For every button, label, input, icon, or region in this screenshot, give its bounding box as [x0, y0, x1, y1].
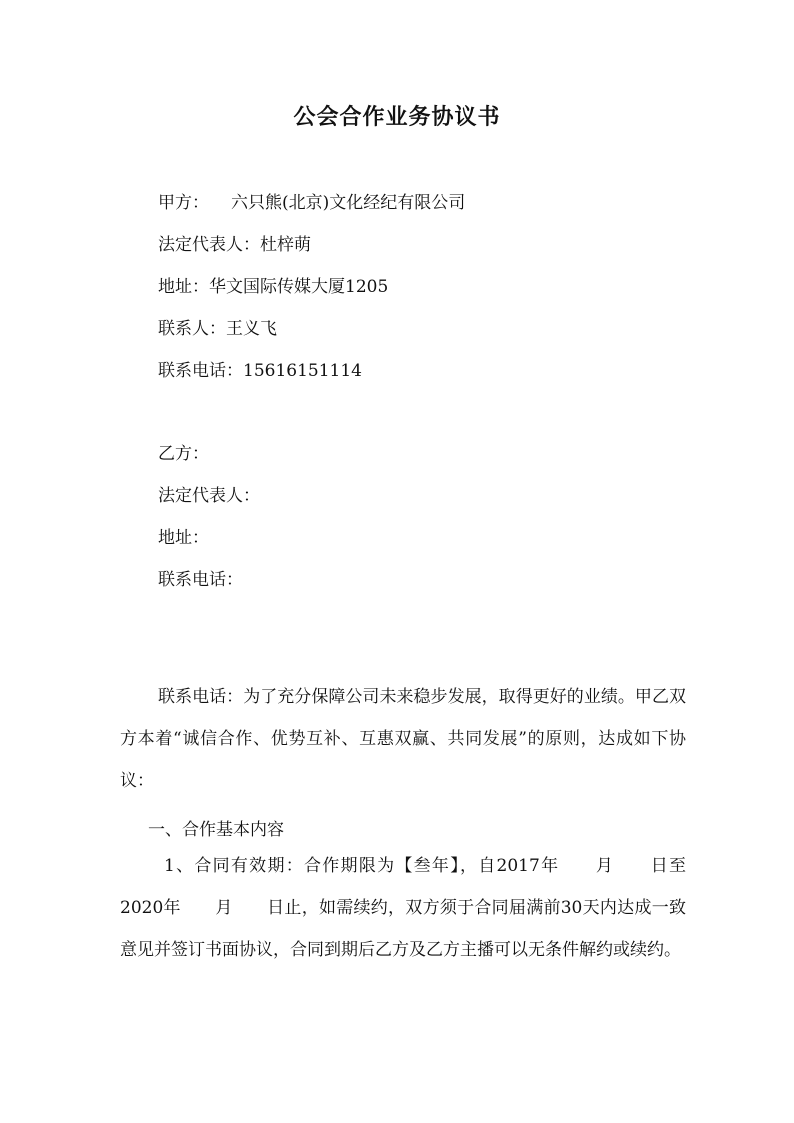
section-heading: 一、合作基本内容 — [148, 820, 284, 840]
party-a-legal-rep: 法定代表人：杜梓萌 — [158, 235, 311, 255]
intro-text: 联系电话：为了充分保障公司未来稳步发展，取得更好的业绩。甲乙双方本着“诚信合作、优势互补、互惠双赢、共同发展”的原则，达成如下协议： — [120, 687, 686, 791]
clause-paragraph — [120, 845, 686, 971]
party-a-name: 六只熊(北京)文化经纪有限公司 — [231, 193, 466, 213]
party-b-phone: 联系电话： — [158, 570, 243, 590]
party-a-address: 地址：华文国际传媒大厦1205 — [158, 277, 389, 297]
party-b-address: 地址： — [158, 528, 209, 548]
document-title: 公会合作业务协议书 — [293, 104, 501, 130]
party-b-label: 乙方： — [158, 444, 209, 464]
party-a-phone: 联系电话：15616151114 — [158, 361, 362, 381]
clause-text: 1、合同有效期：合作期限为【叁年】，自2017年 月 日至2020年 月 日止，如需续约，双方须于合同届满前30天内达成一致意见并签订书面协议，合同到期后乙方及乙方主播可以无条件解约或续约。 — [120, 856, 686, 960]
party-a-line — [158, 188, 465, 213]
party-a-label: 甲方： — [158, 193, 209, 213]
party-b-legal-rep: 法定代表人： — [158, 486, 260, 506]
intro-paragraph — [120, 676, 686, 802]
party-a-contact: 联系人：王义飞 — [158, 319, 277, 339]
